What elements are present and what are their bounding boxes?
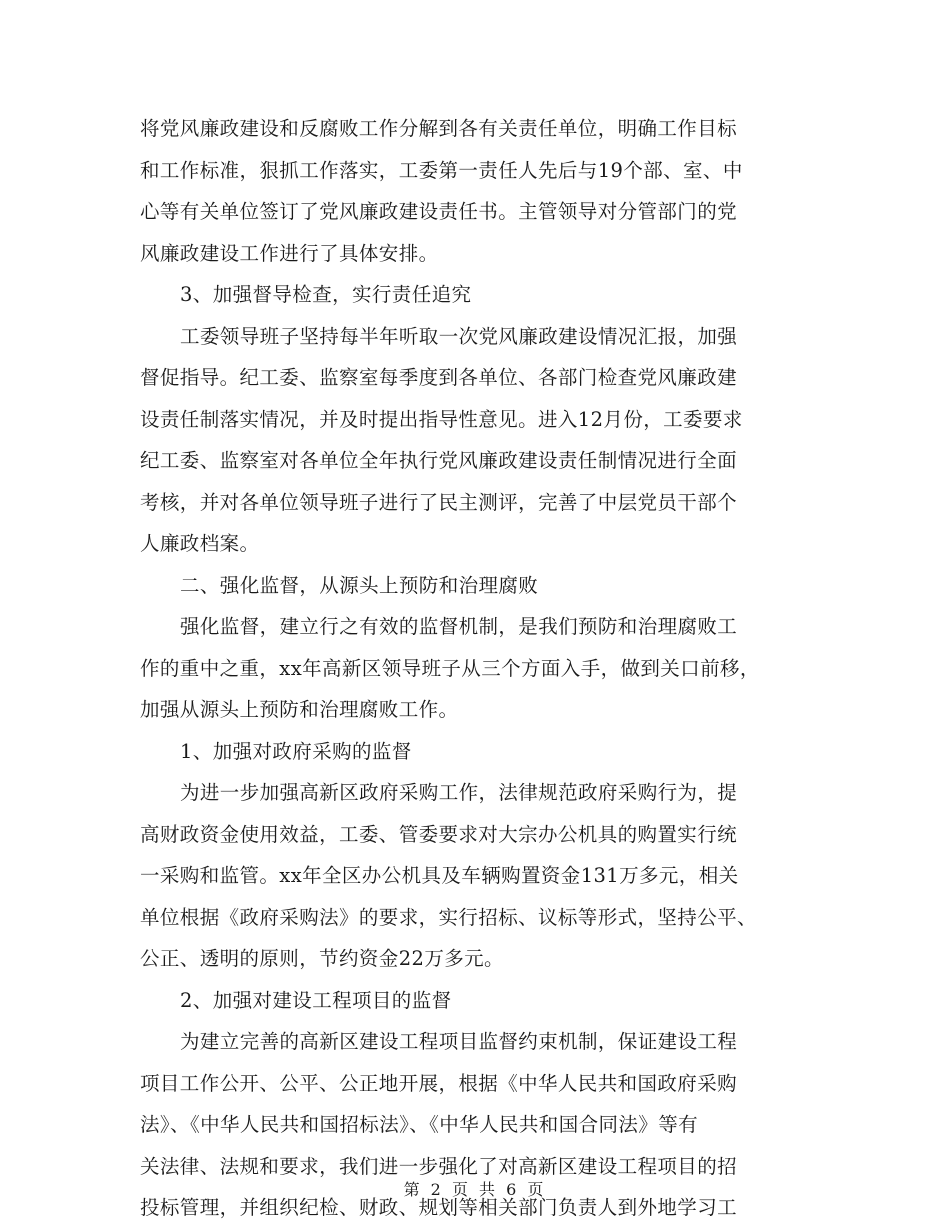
text-line: 督促指导。纪工委、监察室每季度到各单位、各部门检查党风廉政建 (140, 366, 738, 389)
text-line: 关法律、法规和要求，我们进一步强化了对高新区建设工程项目的招 (140, 1154, 738, 1178)
text-line: 投标管理，并组织纪检、财政、规划等相关部门负责人到外地学习工 (140, 1196, 738, 1219)
text-line: 项目工作公开、公平、公正地开展，根据《中华人民共和国政府采购 (140, 1071, 738, 1095)
text-line: 为建立完善的高新区建设工程项目监督约束机制，保证建设工程 (180, 1030, 738, 1053)
text-line: 纪工委、监察室对各单位全年执行党风廉政建设责任制情况进行全面 (140, 449, 738, 472)
text-line: 公正、透明的原则，节约资金22万多元。 (140, 947, 504, 970)
text-line: 人廉政档案。 (140, 532, 260, 555)
text-line: 二、强化监督，从源头上预防和治理腐败 (180, 573, 539, 597)
text-line: 一采购和监管。xx年全区办公机具及车辆购置资金131万多元，相关 (140, 864, 739, 887)
text-line: 为进一步加强高新区政府采购工作，法律规范政府采购行为，提 (180, 781, 738, 804)
text-line: 高财政资金使用效益，工委、管委要求对大宗办公机具的购置实行统 (140, 822, 738, 846)
text-line: 将党风廉政建设和反腐败工作分解到各有关责任单位，明确工作目标 (140, 117, 738, 140)
text-line: 单位根据《政府采购法》的要求，实行招标、议标等形式，坚持公平、 (140, 905, 757, 929)
text-line: 强化监督，建立行之有效的监督机制，是我们预防和治理腐败工 (180, 615, 738, 638)
text-line: 2、加强对建设工程项目的监督 (180, 988, 452, 1012)
text-line: 心等有关单位签订了党风廉政建设责任书。主管领导对分管部门的党 (140, 200, 738, 223)
text-line: 加强从源头上预防和治理腐败工作。 (140, 698, 459, 721)
text-line: 和工作标准，狠抓工作落实，工委第一责任人先后与19个部、室、中 (140, 158, 743, 182)
document-body (140, 108, 812, 1229)
text-line: 法》、《中华人民共和国招标法》、《中华人民共和国合同法》等有 (140, 1113, 699, 1136)
text-line: 3、加强督导检查，实行责任追究 (180, 283, 472, 306)
text-line: 考核，并对各单位领导班子进行了民主测评，完善了中层党员干部个 (140, 490, 738, 514)
text-line: 风廉政建设工作进行了具体安排。 (140, 241, 439, 265)
text-line: 工委领导班子坚持每半年听取一次党风廉政建设情况汇报，加强 (180, 324, 738, 348)
text-line: 作的重中之重，xx年高新区领导班子从三个方面入手，做到关口前移， (140, 656, 760, 680)
text-line: 1、加强对政府采购的监督 (180, 739, 412, 763)
text-line: 设责任制落实情况，并及时提出指导性意见。进入12月份，工委要求 (140, 407, 743, 431)
page-footer: 第 2 页 共 6 页 (403, 1180, 547, 1199)
